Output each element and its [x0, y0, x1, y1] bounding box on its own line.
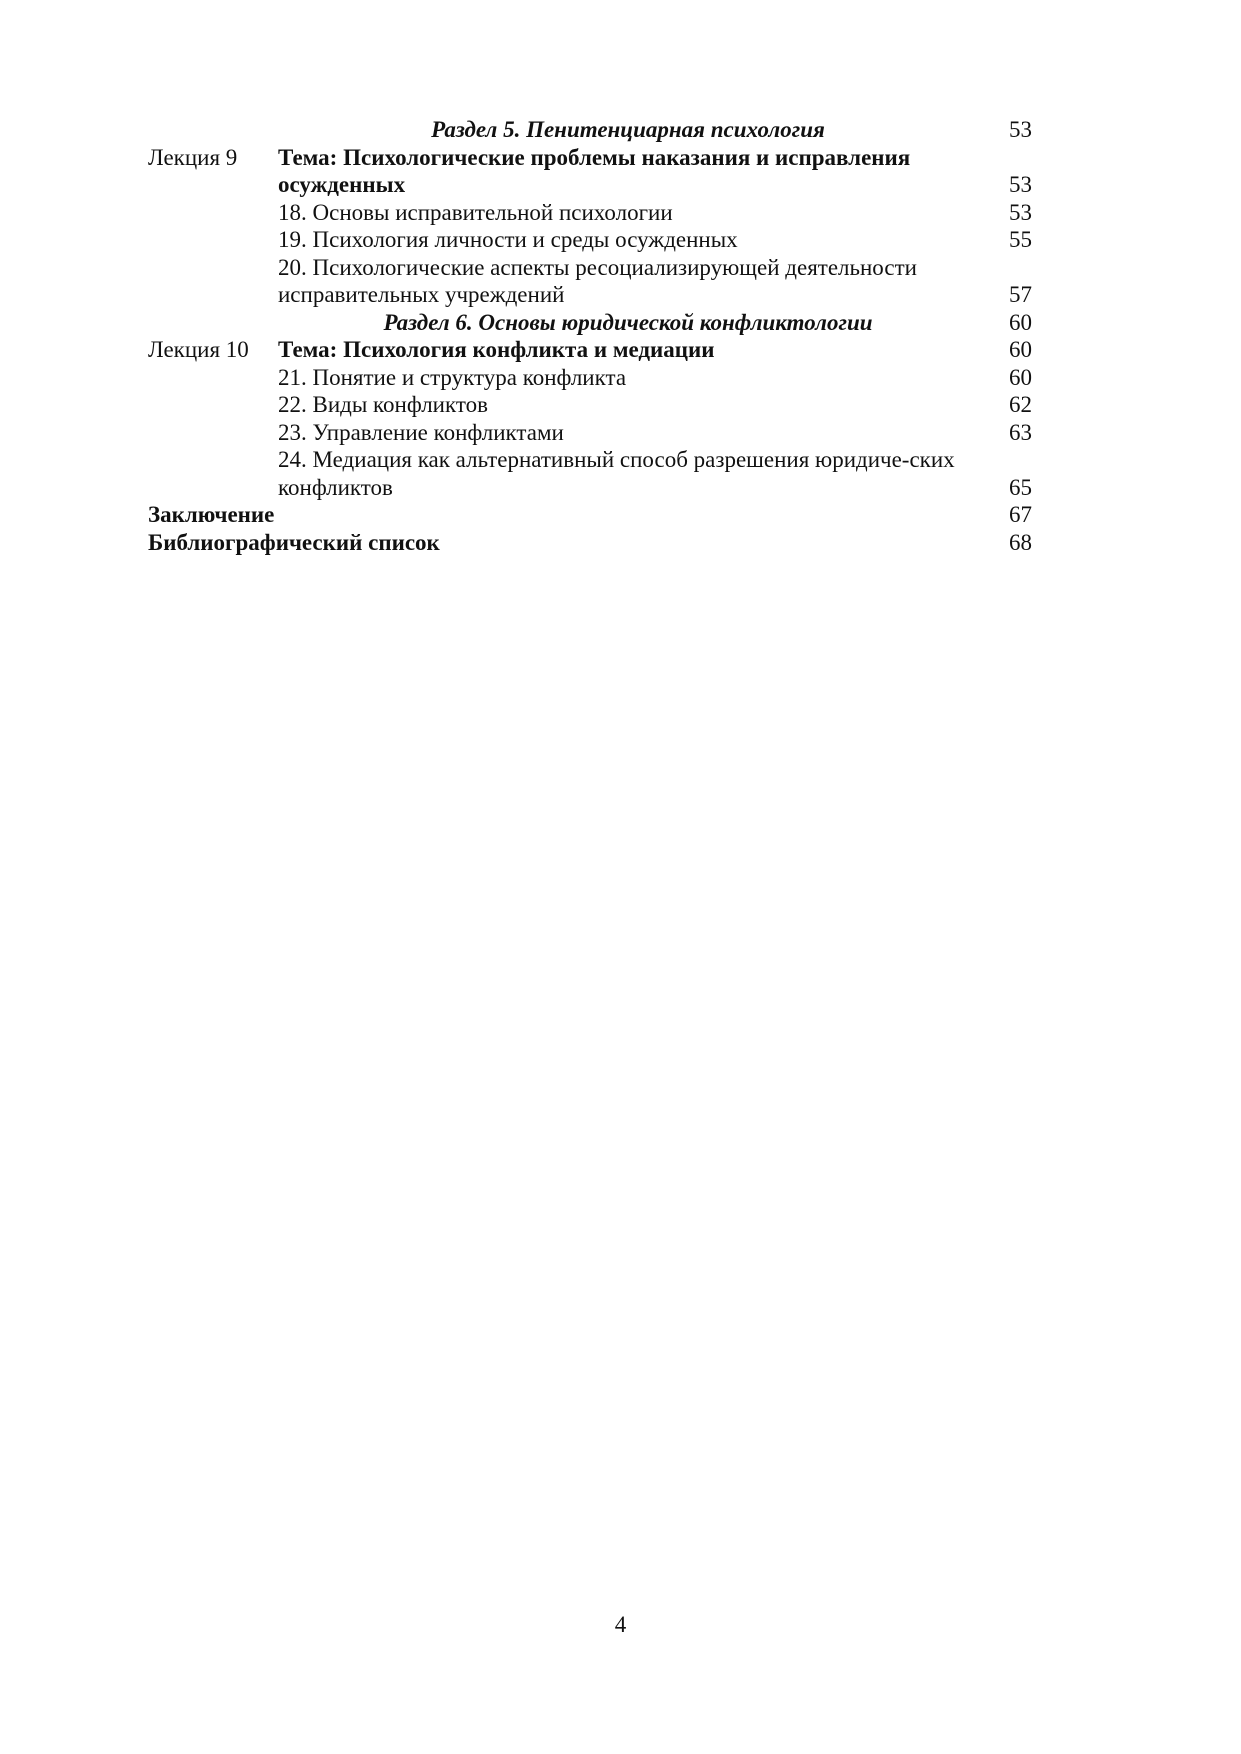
toc-row [148, 419, 1032, 447]
topic-title: Тема: Психология конфликта и медиации [278, 337, 715, 362]
toc-item-title: 19. Психология личности и среды осужденных [278, 227, 738, 252]
toc-page-number: 57 [1009, 282, 1032, 307]
toc-row-section-6 [148, 309, 1032, 337]
toc-row [148, 199, 1032, 227]
toc-page-number: 53 [1009, 172, 1032, 197]
toc-page-number: 60 [1009, 337, 1032, 362]
section-title: Раздел 6. Основы юридической конфликтологии [383, 309, 873, 335]
toc-item-title: 20. Психологические аспекты ресоциализирующей деятельности исправительных учреждений [278, 254, 917, 307]
toc-conclusion-title: Заключение [148, 502, 275, 527]
toc-lecture-cell [148, 254, 278, 309]
toc-row-bibliography [148, 529, 1032, 557]
toc-page-number: 62 [1009, 392, 1032, 417]
toc-lecture-cell [148, 364, 278, 392]
toc-row-lecture-10 [148, 336, 1032, 364]
toc-lecture-label: Лекция 9 [148, 144, 238, 170]
toc-row [148, 446, 1032, 501]
toc-page-number: 53 [1009, 199, 1032, 225]
toc-row [148, 254, 1032, 309]
toc-lecture-cell [148, 199, 278, 227]
section-title: Раздел 5. Пенитенциарная психология [431, 117, 825, 142]
toc-item-title: 18. Основы исправительной психологии [278, 199, 673, 225]
toc-bibliography-title: Библиографический список [148, 529, 440, 555]
toc-page-number: 67 [1009, 502, 1032, 527]
toc-lecture-cell [148, 116, 278, 144]
toc-page-number: 65 [1009, 474, 1032, 500]
toc-item-title: 23. Управление конфликтами [278, 419, 564, 445]
toc-page-number: 55 [1009, 227, 1032, 252]
toc-page-number: 63 [1009, 419, 1032, 445]
toc-page-number: 60 [1009, 309, 1032, 335]
toc-item-title: 22. Виды конфликтов [278, 392, 488, 417]
toc-row-conclusion [148, 501, 1032, 529]
toc-row-section-5 [148, 116, 1032, 144]
toc-lecture-cell [148, 226, 278, 254]
toc-lecture-cell [148, 391, 278, 419]
table-of-contents [148, 116, 1032, 556]
toc-lecture-cell [148, 419, 278, 447]
toc-item-title: 24. Медиация как альтернативный способ разрешения юридиче-ских конфликтов [278, 447, 955, 500]
toc-lecture-label: Лекция 10 [148, 337, 249, 362]
toc-page-number: 68 [1009, 529, 1032, 555]
page-number: 4 [614, 1612, 627, 1637]
toc-item-title: 21. Понятие и структура конфликта [278, 364, 627, 390]
toc-row [148, 364, 1032, 392]
topic-title: Тема: Психологические проблемы наказания и исправления осужденных [278, 144, 911, 197]
toc-page-number: 60 [1009, 364, 1032, 390]
toc-lecture-cell [148, 446, 278, 501]
toc-lecture-cell [148, 309, 278, 337]
toc-row [148, 391, 1032, 419]
toc-row-lecture-9 [148, 144, 1032, 199]
toc-row [148, 226, 1032, 254]
toc-page-number: 53 [1009, 117, 1032, 142]
